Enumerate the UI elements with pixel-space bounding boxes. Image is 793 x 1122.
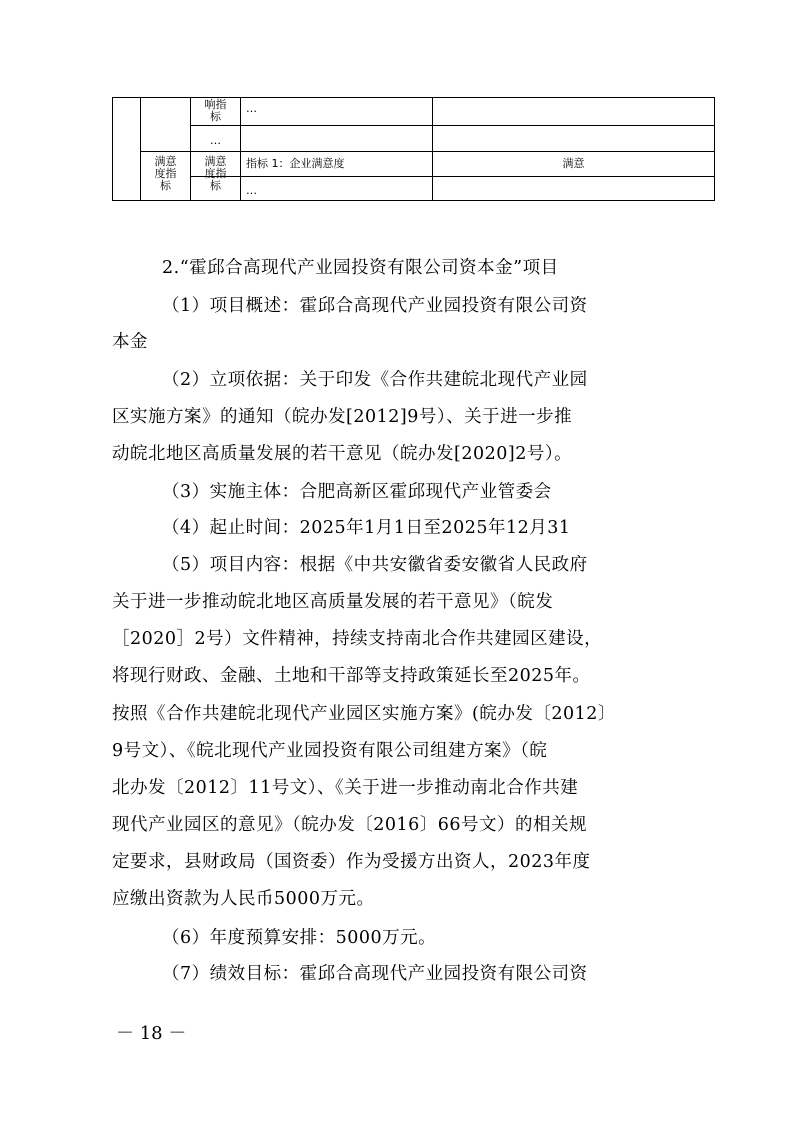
body-line: （1）项目概述：霍邱合高现代产业园投资有限公司资 (162, 296, 588, 316)
body-line: （3）实施主体：合肥高新区霍邱现代产业管委会 (162, 482, 552, 502)
table-cell: 满意 度指 标 (204, 155, 227, 192)
table-border-bottom (112, 200, 715, 201)
table-border-top (112, 97, 715, 98)
body-line: 关于进一步推动皖北地区高质量发展的若干意见》（皖发 (112, 592, 554, 612)
table-border-right (714, 97, 715, 201)
body-line: 现代产业园区的意见》（皖办发〔2016〕66号文）的相关规 (112, 815, 588, 835)
table-col-rule (240, 97, 241, 201)
table-cell: … (246, 102, 257, 115)
body-line: （2）立项依据：关于印发《合作共建皖北现代产业园 (162, 370, 588, 390)
table-cell: 满意 度指 标 (154, 155, 177, 192)
body-line: （4）起止时间：2025年1月1日至2025年12月31 (162, 518, 571, 538)
body-line: ［2020］2号）文件精神，持续支持南北合作共建园区建设， (112, 629, 603, 649)
body-line: 北办发〔2012〕11号文）、《关于进一步推动南北合作共建 (112, 778, 579, 798)
table-rule (140, 151, 715, 152)
table-cell: 满意 (562, 157, 585, 170)
table-cell: 指标 1：企业满意度 (246, 157, 345, 170)
body-line: 2.“霍邱合高现代产业园投资有限公司资本金”项目 (162, 258, 559, 278)
body-line: 应缴出资款为人民币5000万元。 (112, 889, 375, 909)
indicator-table (112, 97, 715, 201)
body-line: （7）绩效目标：霍邱合高现代产业园投资有限公司资 (162, 964, 588, 984)
body-line: （5）项目内容：根据《中共安徽省委安徽省人民政府 (162, 555, 588, 575)
table-rule (190, 125, 715, 126)
body-line: （6）年度预算安排：5000万元。 (162, 928, 437, 948)
table-rule (190, 176, 715, 177)
page-number: － 18 － (116, 1023, 187, 1044)
table-border-left (112, 97, 113, 201)
body-line: 将现行财政、金融、土地和干部等支持政策延长至2025年。 (112, 666, 591, 686)
table-col-rule (432, 97, 433, 201)
table-cell: 响指 标 (204, 98, 227, 123)
body-line: 区实施方案》的通知（皖办发[2012]9号）、关于进一步推 (112, 407, 573, 427)
body-line: 9号文）、《皖北现代产业园投资有限公司组建方案》（皖 (112, 741, 548, 761)
body-line: 本金 (112, 332, 148, 352)
body-line: 动皖北地区高质量发展的若干意见（皖办发[2020]2号）。 (112, 444, 573, 464)
table-cell: … (210, 134, 221, 147)
body-line: 定要求，县财政局（国资委）作为受援方出资人，2023年度 (112, 852, 591, 872)
table-cell: … (246, 184, 257, 197)
body-line: 按照《合作共建皖北现代产业园区实施方案》(皖办发〔2012〕 (112, 704, 616, 724)
